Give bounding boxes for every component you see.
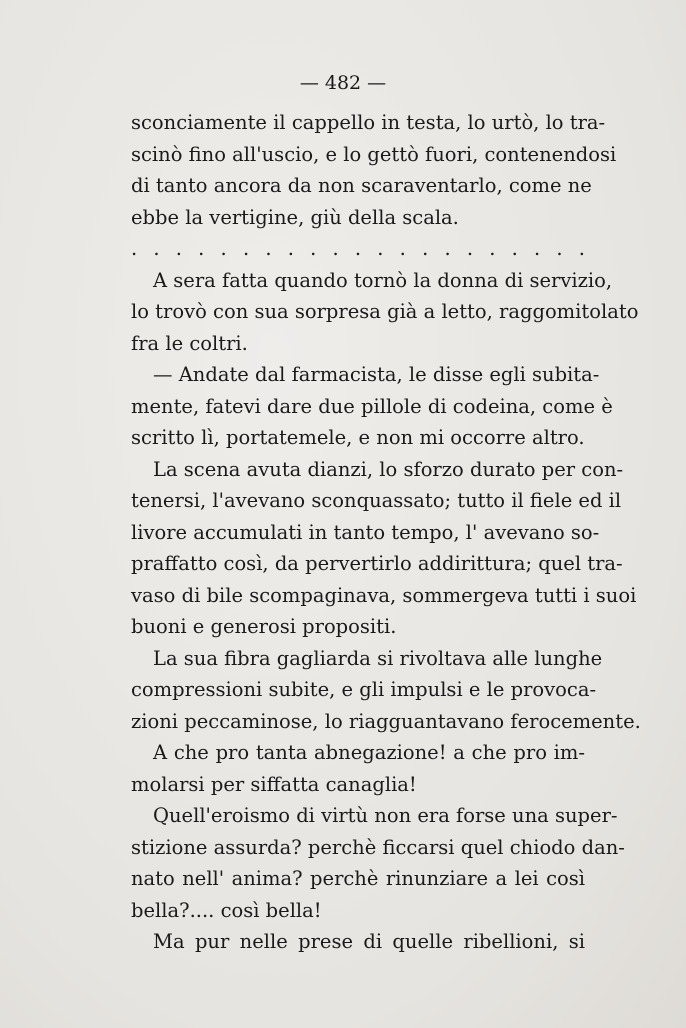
body-text [131, 107, 641, 958]
text-line: bella?.... così bella! [131, 898, 322, 922]
text-line: compressioni subite, e gli impulsi e le provoca- [131, 678, 597, 701]
section-separator: . . . . . . . . . . . . . . . . . . . . . [131, 237, 585, 260]
text-line: buoni e generosi propositi. [131, 615, 397, 638]
text-line: tenersi, l'avevano sconquassato; tutto il fiele ed il [131, 489, 622, 512]
text-line: — Andate dal farmacista, le disse egli subita- [153, 363, 600, 386]
text-line: di tanto ancora da non scaraventarlo, come ne [131, 174, 592, 197]
text-line: sconciamente il cappello in testa, lo urtò, lo tra- [131, 111, 606, 134]
text-line: La scena avuta dianzi, lo sforzo durato per con- [153, 457, 624, 481]
text-line: zioni peccaminose, lo riagguantavano ferocemente. [131, 709, 641, 733]
page-number: — 482 — [299, 72, 387, 94]
text-line: A che pro tanta abnegazione! a che pro im- [153, 741, 585, 764]
text-line: ebbe la vertigine, giù della scala. [131, 205, 459, 229]
text-line: vaso di bile scompaginava, sommergeva tutti i suoi [131, 583, 637, 607]
text-line: fra le coltri. [131, 331, 248, 355]
text-line: stizione assurda? perchè ficcarsi quel chiodo dan- [131, 835, 625, 859]
text-line: nato nell' anima? perchè rinunziare a lei così [131, 867, 585, 890]
text-line: scinò fino all'uscio, e lo gettò fuori, contenendosi [131, 142, 617, 166]
text-line: molarsi per siffatta canaglia! [131, 772, 417, 796]
text-line: mente, fatevi dare due pillole di codeina, come è [131, 394, 613, 418]
text-line: Quell'eroismo di virtù non era forse una super- [153, 804, 618, 827]
text-line: lo trovò con sua sorpresa già a letto, raggomitolato [131, 300, 639, 323]
text-line: La sua fibra gagliarda si rivoltava alle lunghe [153, 646, 603, 670]
text-line: praffatto così, da pervertirlo addirittura; quel tra- [131, 552, 623, 575]
text-line: Ma pur nelle prese di quelle ribellioni, si [153, 930, 585, 953]
text-line: scritto lì, portatemele, e non mi occorre altro. [131, 426, 585, 449]
text-line: A sera fatta quando tornò la donna di servizio, [153, 268, 613, 292]
text-line: livore accumulati in tanto tempo, l' avevano so- [131, 520, 600, 544]
